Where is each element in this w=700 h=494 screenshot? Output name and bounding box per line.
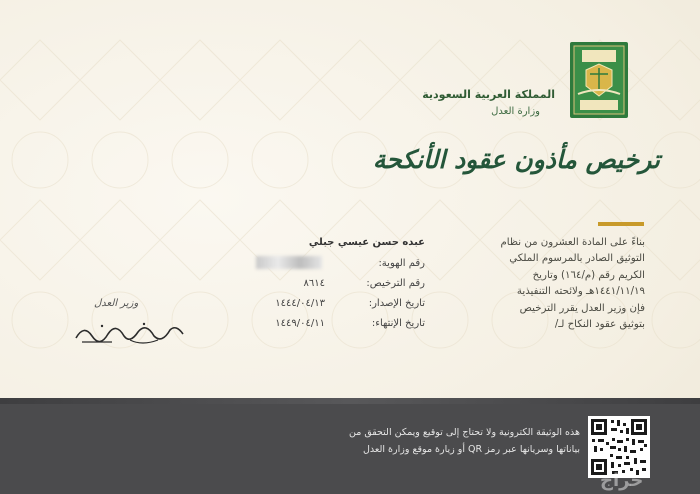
body-line: ١٤٤١/١١/١٩هـ ولائحته التنفيذية: [516, 286, 645, 298]
license-number-value: ٨٦١٤: [303, 278, 325, 289]
footer-divider: [0, 398, 700, 404]
expiry-date-label: تاريخ الإنتهاء:: [371, 318, 425, 329]
body-line: بناءً على المادة العشرون من نظام: [500, 237, 645, 248]
license-number-label: رقم الترخيص:: [366, 278, 425, 289]
issue-date-label: تاريخ الإصدار:: [368, 298, 425, 309]
footer-line-2: بياناتها وسريانها عبر رمز QR أو زيارة موقع وزارة العدل: [363, 444, 580, 455]
footer-line-1: هذه الوثيقة الكترونية ولا تحتاج إلى توقيع ويمكن التحقق من: [348, 427, 580, 438]
watermark-text: حراج: [600, 470, 644, 491]
expiry-date-value: ١٤٤٩/٠٤/١١: [275, 318, 325, 329]
license-body-text: [455, 235, 645, 333]
id-label: رقم الهوية:: [378, 258, 425, 269]
kingdom-name: المملكة العربية السعودية: [422, 88, 555, 101]
issue-date-value: ١٤٤٤/٠٤/١٣: [275, 298, 325, 309]
minister-signature: [72, 318, 187, 348]
ministry-logo-icon: [568, 40, 630, 120]
title-accent-bar: [598, 222, 644, 226]
qr-code-icon[interactable]: [588, 416, 650, 478]
id-value-redacted: [256, 256, 322, 269]
body-line: الكريم رقم (م/١٦٤) وتاريخ: [532, 269, 645, 281]
body-line: فإن وزير العدل يقرر الترخيص: [519, 302, 645, 314]
document-title: ترخيص مأذون عقود الأنكحة: [372, 145, 660, 174]
minister-title: وزير العدل: [94, 298, 139, 309]
ministry-name: وزارة العدل: [491, 106, 540, 117]
holder-name: عبده حسن عيسي جبلي: [308, 237, 425, 248]
body-line: بتوثيق عقود النكاح لـ/: [554, 319, 645, 331]
body-line: التوثيق الصادر بالمرسوم الملكي: [509, 253, 645, 265]
footer-note: [330, 424, 580, 458]
